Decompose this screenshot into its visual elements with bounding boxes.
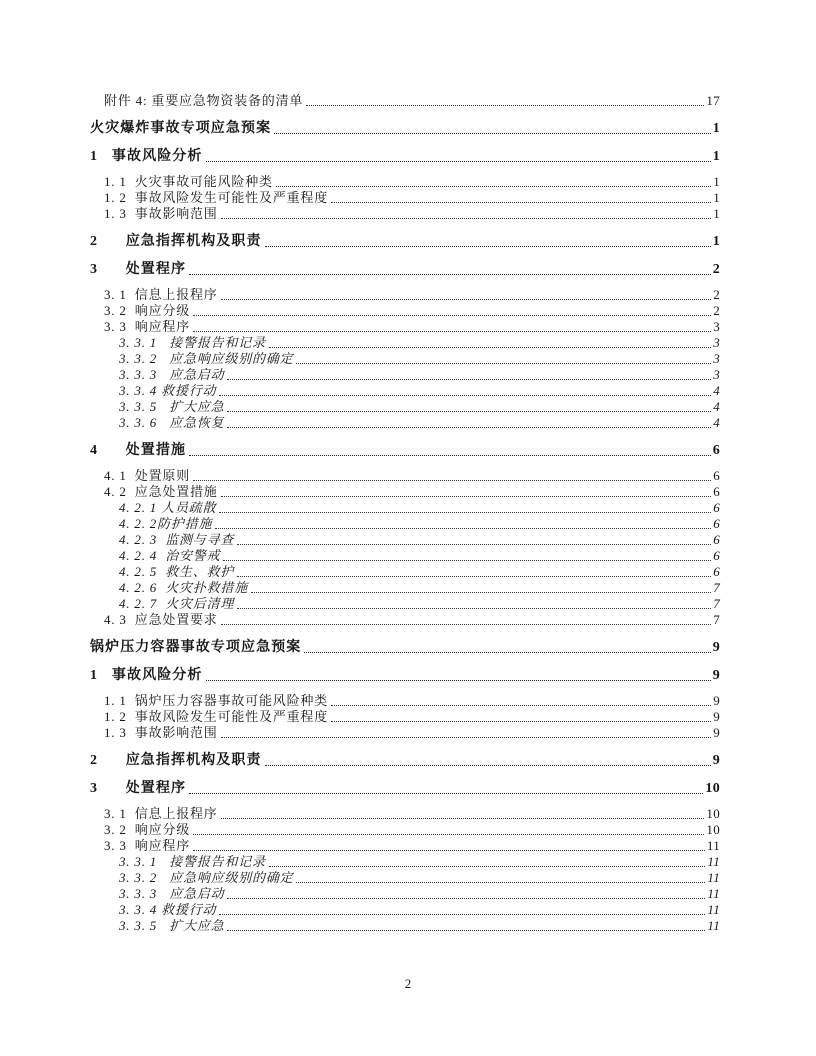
toc-entry-label: 1. 2 事故风险发生可能性及严重程度 <box>104 190 328 205</box>
toc-entry <box>90 639 720 656</box>
toc-entry <box>90 120 720 137</box>
toc-entry-label: 锅炉压力容器事故专项应急预案 <box>90 640 302 655</box>
toc-entry <box>90 500 720 516</box>
toc-entry-page: 1 <box>713 174 720 189</box>
toc-list <box>90 93 720 934</box>
toc-entry-label: 4. 2 应急处置措施 <box>104 484 218 499</box>
toc-entry-page: 9 <box>713 709 720 724</box>
toc-entry-page: 2 <box>712 262 720 277</box>
toc-entry-label: 3. 2 响应分级 <box>104 822 190 837</box>
toc-entry <box>90 399 720 415</box>
toc-entry-page: 3 <box>713 367 720 382</box>
toc-entry-page: 11 <box>707 918 720 933</box>
toc-entry <box>90 564 720 580</box>
toc-entry <box>90 367 720 383</box>
toc-entry-label: 2 应急指挥机构及职责 <box>90 753 262 768</box>
toc-entry <box>90 580 720 596</box>
toc-entry <box>90 693 720 709</box>
toc-entry-label: 1 事故风险分析 <box>90 149 203 164</box>
toc-entry-label: 4. 2. 6 火灾扑救措施 <box>119 580 248 595</box>
toc-entry <box>90 709 720 725</box>
toc-entry <box>90 870 720 886</box>
toc-leader-dots <box>296 882 705 883</box>
toc-entry-label: 4. 2. 1 人员疏散 <box>119 500 217 515</box>
toc-entry-label: 3. 3. 3 应急启动 <box>119 886 225 901</box>
toc-entry-page: 3 <box>713 351 720 366</box>
toc-entry-page: 1 <box>713 206 720 221</box>
toc-entry-label: 4. 2. 5 救生、救护 <box>119 564 235 579</box>
toc-leader-dots <box>219 395 711 396</box>
toc-entry <box>90 806 720 822</box>
toc-entry-page: 11 <box>707 886 720 901</box>
toc-entry <box>90 516 720 532</box>
toc-entry <box>90 752 720 769</box>
toc-entry <box>90 415 720 431</box>
toc-entry <box>90 190 720 206</box>
toc-entry-label: 3. 3. 1 接警报告和记录 <box>119 854 266 869</box>
toc-entry-label: 3. 3. 2 应急响应级别的确定 <box>119 870 294 885</box>
toc-entry-label: 3. 3. 3 应急启动 <box>119 367 225 382</box>
toc-entry <box>90 822 720 838</box>
toc-leader-dots <box>189 793 703 794</box>
toc-entry-label: 3. 3. 4 救援行动 <box>119 902 217 917</box>
toc-entry <box>90 442 720 459</box>
toc-entry <box>90 303 720 319</box>
toc-leader-dots <box>304 652 710 653</box>
toc-entry-page: 4 <box>713 415 720 430</box>
toc-entry <box>90 148 720 165</box>
toc-entry-page: 1 <box>712 149 720 164</box>
toc-leader-dots <box>306 105 704 106</box>
toc-leader-dots <box>227 411 711 412</box>
toc-leader-dots <box>193 315 711 316</box>
toc-entry <box>90 532 720 548</box>
toc-entry-label: 3. 3. 1 接警报告和记录 <box>119 335 266 350</box>
toc-leader-dots <box>269 866 706 867</box>
toc-entry <box>90 612 720 628</box>
toc-leader-dots <box>193 480 711 481</box>
toc-entry <box>90 854 720 870</box>
toc-entry-page: 9 <box>713 693 720 708</box>
toc-leader-dots <box>221 624 712 625</box>
toc-entry-page: 11 <box>707 870 720 885</box>
toc-entry-page: 6 <box>713 564 720 579</box>
toc-entry-page: 3 <box>713 335 720 350</box>
toc-entry-label: 1. 3 事故影响范围 <box>104 725 218 740</box>
toc-entry <box>90 261 720 278</box>
toc-entry <box>90 596 720 612</box>
toc-leader-dots <box>237 608 711 609</box>
toc-entry-label: 4 处置措施 <box>90 443 187 458</box>
toc-entry <box>90 725 720 741</box>
toc-entry-page: 17 <box>706 93 720 108</box>
toc-entry-page: 3 <box>713 319 720 334</box>
toc-leader-dots <box>221 299 712 300</box>
toc-leader-dots <box>219 512 711 513</box>
toc-entry <box>90 93 720 109</box>
toc-leader-dots <box>265 765 711 766</box>
toc-leader-dots <box>206 680 711 681</box>
toc-leader-dots <box>227 427 711 428</box>
toc-entry <box>90 902 720 918</box>
toc-leader-dots <box>237 576 711 577</box>
toc-entry-page: 6 <box>713 500 720 515</box>
toc-entry-page: 9 <box>713 725 720 740</box>
footer-page-number: 2 <box>404 976 412 991</box>
toc-leader-dots <box>331 202 711 203</box>
toc-entry-label: 4. 2. 2防护措施 <box>119 516 213 531</box>
toc-entry <box>90 468 720 484</box>
toc-entry <box>90 174 720 190</box>
toc-entry-label: 4. 2. 3 监测与寻查 <box>119 532 235 547</box>
toc-entry <box>90 484 720 500</box>
toc-entry-label: 3. 3. 5 扩大应急 <box>119 918 225 933</box>
toc-entry <box>90 287 720 303</box>
toc-entry <box>90 351 720 367</box>
toc-leader-dots <box>221 496 712 497</box>
toc-entry <box>90 918 720 934</box>
toc-leader-dots <box>221 818 705 819</box>
toc-entry-page: 6 <box>713 532 720 547</box>
toc-leader-dots <box>227 379 711 380</box>
toc-entry-page: 11 <box>707 854 720 869</box>
toc-entry-page: 10 <box>706 822 720 837</box>
toc-entry-page: 1 <box>713 190 720 205</box>
toc-entry-label: 1 事故风险分析 <box>90 668 203 683</box>
toc-entry-page: 7 <box>713 596 720 611</box>
toc-entry-page: 9 <box>712 640 720 655</box>
toc-entry-label: 3 处置程序 <box>90 781 187 796</box>
toc-entry-page: 11 <box>707 902 720 917</box>
toc-entry-page: 6 <box>712 443 720 458</box>
toc-entry-page: 7 <box>713 612 720 627</box>
toc-entry-page: 6 <box>713 516 720 531</box>
toc-leader-dots <box>189 274 711 275</box>
toc-entry-page: 6 <box>713 468 720 483</box>
toc-entry-label: 3. 3. 6 应急恢复 <box>119 415 225 430</box>
toc-entry-label: 3. 3. 5 扩大应急 <box>119 399 225 414</box>
toc-leader-dots <box>189 455 711 456</box>
toc-entry-label: 4. 2. 7 火灾后清理 <box>119 596 235 611</box>
toc-leader-dots <box>331 705 711 706</box>
toc-entry <box>90 780 720 797</box>
toc-entry-label: 1. 1 火灾事故可能风险种类 <box>104 174 273 189</box>
toc-entry-page: 6 <box>713 548 720 563</box>
toc-leader-dots <box>274 133 710 134</box>
toc-entry-label: 3. 3 响应程序 <box>104 319 190 334</box>
toc-leader-dots <box>215 528 711 529</box>
toc-leader-dots <box>193 850 705 851</box>
toc-entry-label: 3. 2 响应分级 <box>104 303 190 318</box>
toc-entry <box>90 838 720 854</box>
toc-entry-label: 1. 1 锅炉压力容器事故可能风险种类 <box>104 693 328 708</box>
toc-entry-page: 1 <box>712 121 720 136</box>
toc-entry-label: 3. 1 信息上报程序 <box>104 287 218 302</box>
toc-leader-dots <box>227 898 705 899</box>
toc-entry-label: 附件 4: 重要应急物资装备的清单 <box>104 93 304 108</box>
toc-leader-dots <box>331 721 711 722</box>
toc-entry-page: 7 <box>713 580 720 595</box>
toc-entry-label: 4. 2. 4 治安警戒 <box>119 548 221 563</box>
toc-leader-dots <box>276 186 711 187</box>
toc-entry-label: 3. 3 响应程序 <box>104 838 190 853</box>
toc-entry-page: 10 <box>705 781 720 796</box>
toc-leader-dots <box>221 737 712 738</box>
toc-entry <box>90 319 720 335</box>
toc-leader-dots <box>237 544 711 545</box>
toc-entry-label: 3. 1 信息上报程序 <box>104 806 218 821</box>
toc-entry-page: 11 <box>706 838 720 853</box>
toc-entry-label: 2 应急指挥机构及职责 <box>90 234 262 249</box>
toc-entry-page: 2 <box>713 303 720 318</box>
toc-entry <box>90 233 720 250</box>
toc-leader-dots <box>219 914 705 915</box>
toc-entry-label: 1. 2 事故风险发生可能性及严重程度 <box>104 709 328 724</box>
toc-entry <box>90 548 720 564</box>
toc-entry-page: 1 <box>712 234 720 249</box>
toc-entry <box>90 206 720 222</box>
toc-entry-label: 4. 1 处置原则 <box>104 468 190 483</box>
toc-entry-label: 3 处置程序 <box>90 262 187 277</box>
toc-entry-label: 3. 3. 2 应急响应级别的确定 <box>119 351 294 366</box>
toc-leader-dots <box>227 930 705 931</box>
toc-entry-page: 9 <box>712 753 720 768</box>
toc-entry-label: 火灾爆炸事故专项应急预案 <box>90 121 272 136</box>
toc-entry-label: 4. 3 应急处置要求 <box>104 612 218 627</box>
toc-leader-dots <box>221 218 712 219</box>
toc-leader-dots <box>193 331 711 332</box>
toc-entry <box>90 667 720 684</box>
toc-entry <box>90 383 720 399</box>
toc-entry <box>90 886 720 902</box>
toc-entry-page: 2 <box>713 287 720 302</box>
toc-leader-dots <box>265 246 711 247</box>
toc-leader-dots <box>251 592 711 593</box>
toc-leader-dots <box>223 560 711 561</box>
toc-entry-page: 4 <box>713 399 720 414</box>
toc-leader-dots <box>296 363 711 364</box>
toc-entry-page: 4 <box>713 383 720 398</box>
toc-leader-dots <box>193 834 704 835</box>
toc-entry-page: 9 <box>712 668 720 683</box>
toc-entry <box>90 335 720 351</box>
toc-leader-dots <box>269 347 711 348</box>
toc-entry-label: 3. 3. 4 救援行动 <box>119 383 217 398</box>
toc-entry-page: 10 <box>706 806 720 821</box>
toc-entry-page: 6 <box>713 484 720 499</box>
toc-leader-dots <box>206 161 711 162</box>
toc-entry-label: 1. 3 事故影响范围 <box>104 206 218 221</box>
